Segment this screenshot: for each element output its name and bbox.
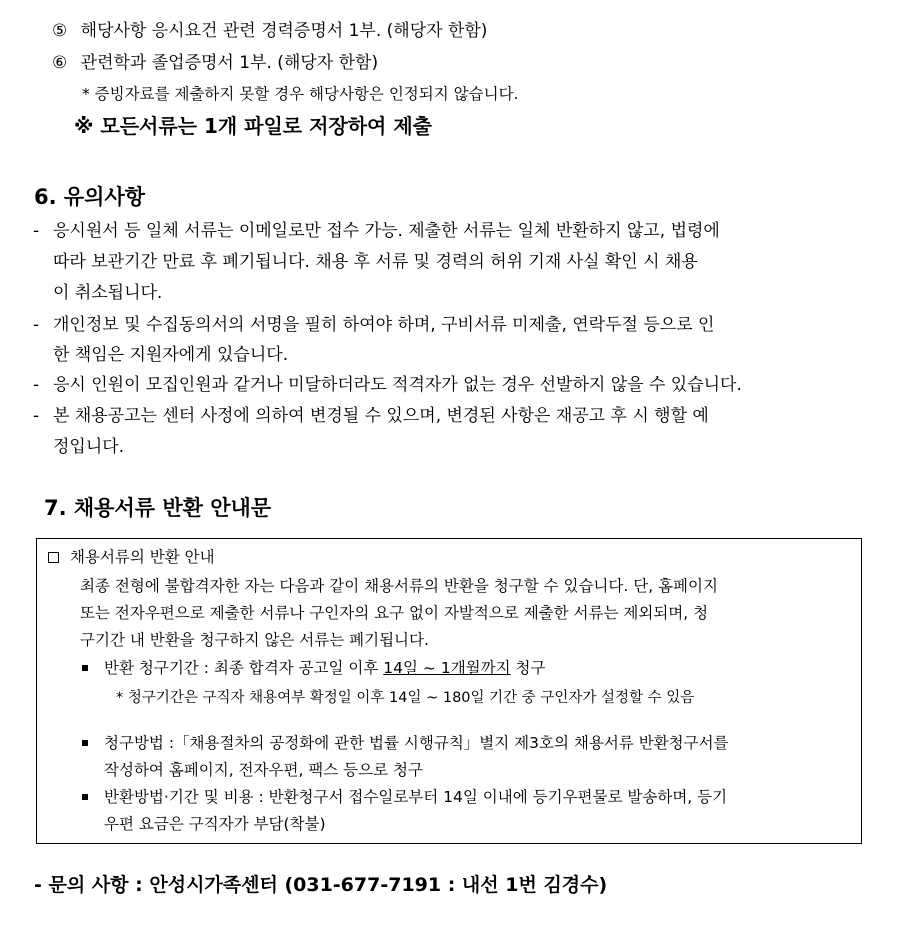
method-line: 청구방법 :「채용절차의 공정화에 관한 법률 시행규칙」별지 제3호의 채용서류 반환청구서를 bbox=[104, 734, 729, 752]
box-heading: 채용서류의 반환 안내 bbox=[70, 548, 215, 566]
contact-info: - 문의 사항 : 안성시가족센터 (031-677-7191 : 내선 1번 김경수) bbox=[34, 874, 608, 896]
bullet-dash: - bbox=[33, 221, 40, 241]
section-7-title: 7. 채용서류 반환 안내문 bbox=[44, 496, 272, 520]
bullet-dash: - bbox=[33, 315, 40, 335]
notice-line: 한 책임은 지원자에게 있습니다. bbox=[53, 345, 289, 365]
bullet-dash: - bbox=[33, 375, 40, 395]
checkbox-square-icon bbox=[48, 552, 59, 563]
return-line: 반환방법·기간 및 비용 : 반환청구서 접수일로부터 14일 이내에 등기우편물로 발송하며, 등기 bbox=[104, 788, 728, 806]
bullet-square-icon bbox=[82, 794, 88, 800]
submission-emphasis: ※ 모든서류는 1개 파일로 저장하여 제출 bbox=[74, 114, 432, 138]
box-intro-line: 또는 전자우편으로 제출한 서류나 구인자의 요구 없이 자발적으로 제출한 서류는 제외되며, 청 bbox=[80, 604, 709, 622]
bullet-square-icon bbox=[82, 740, 88, 746]
item-text: 해당사항 응시요건 관련 경력증명서 1부. (해당자 한함) bbox=[80, 21, 488, 41]
period-underlined: 14일 ~ 1개월까지 bbox=[383, 659, 511, 677]
doc-note: * 증빙자료를 제출하지 못할 경우 해당사항은 인정되지 않습니다. bbox=[82, 85, 519, 103]
notice-line: 따라 보관기간 만료 후 폐기됩니다. 채용 후 서류 및 경력의 허위 기재 사실 확인 시 채용 bbox=[53, 252, 698, 272]
method-line: 작성하여 홈페이지, 전자우편, 팩스 등으로 청구 bbox=[104, 761, 423, 779]
notice-line: 이 취소됩니다. bbox=[53, 283, 163, 303]
notice-line: 응시 인원이 모집인원과 같거나 미달하더라도 적격자가 없는 경우 선발하지 않을 수 있습니다. bbox=[53, 375, 742, 395]
bullet-square-icon bbox=[82, 665, 88, 671]
doc-item-5 bbox=[52, 19, 487, 43]
doc-item-6 bbox=[52, 51, 378, 75]
box-intro-line: 구기간 내 반환을 청구하지 않은 서류는 폐기됩니다. bbox=[80, 631, 429, 649]
notice-line: 개인정보 및 수집동의서의 서명을 필히 하여야 하며, 구비서류 미제출, 연락두절 등으로 인 bbox=[53, 315, 715, 335]
period-line bbox=[104, 656, 545, 680]
item-number: ⑥ bbox=[52, 53, 68, 73]
period-suffix: 청구 bbox=[515, 659, 546, 677]
box-intro-line: 최종 전형에 불합격자한 자는 다음과 같이 채용서류의 반환을 청구할 수 있습니다. 단, 홈페이지 bbox=[80, 577, 718, 595]
bullet-dash: - bbox=[33, 406, 40, 426]
item-text: 관련학과 졸업증명서 1부. (해당자 한함) bbox=[80, 53, 379, 73]
notice-line: 본 채용공고는 센터 사정에 의하여 변경될 수 있으며, 변경된 사항은 재공고 후 시 행할 예 bbox=[53, 406, 709, 426]
item-number: ⑤ bbox=[52, 21, 68, 41]
period-note: * 청구기간은 구직자 채용여부 확정일 이후 14일 ~ 180일 기간 중 구인자가 설정할 수 있음 bbox=[116, 690, 695, 706]
section-6-title: 6. 유의사항 bbox=[34, 185, 146, 209]
period-label: 반환 청구기간 : 최종 합격자 공고일 이후 bbox=[104, 659, 379, 677]
notice-line: 정입니다. bbox=[53, 437, 125, 457]
return-line: 우편 요금은 구직자가 부담(착불) bbox=[104, 815, 326, 833]
notice-line: 응시원서 등 일체 서류는 이메일로만 접수 가능. 제출한 서류는 일체 반환하지 않고, 법령에 bbox=[53, 221, 720, 241]
